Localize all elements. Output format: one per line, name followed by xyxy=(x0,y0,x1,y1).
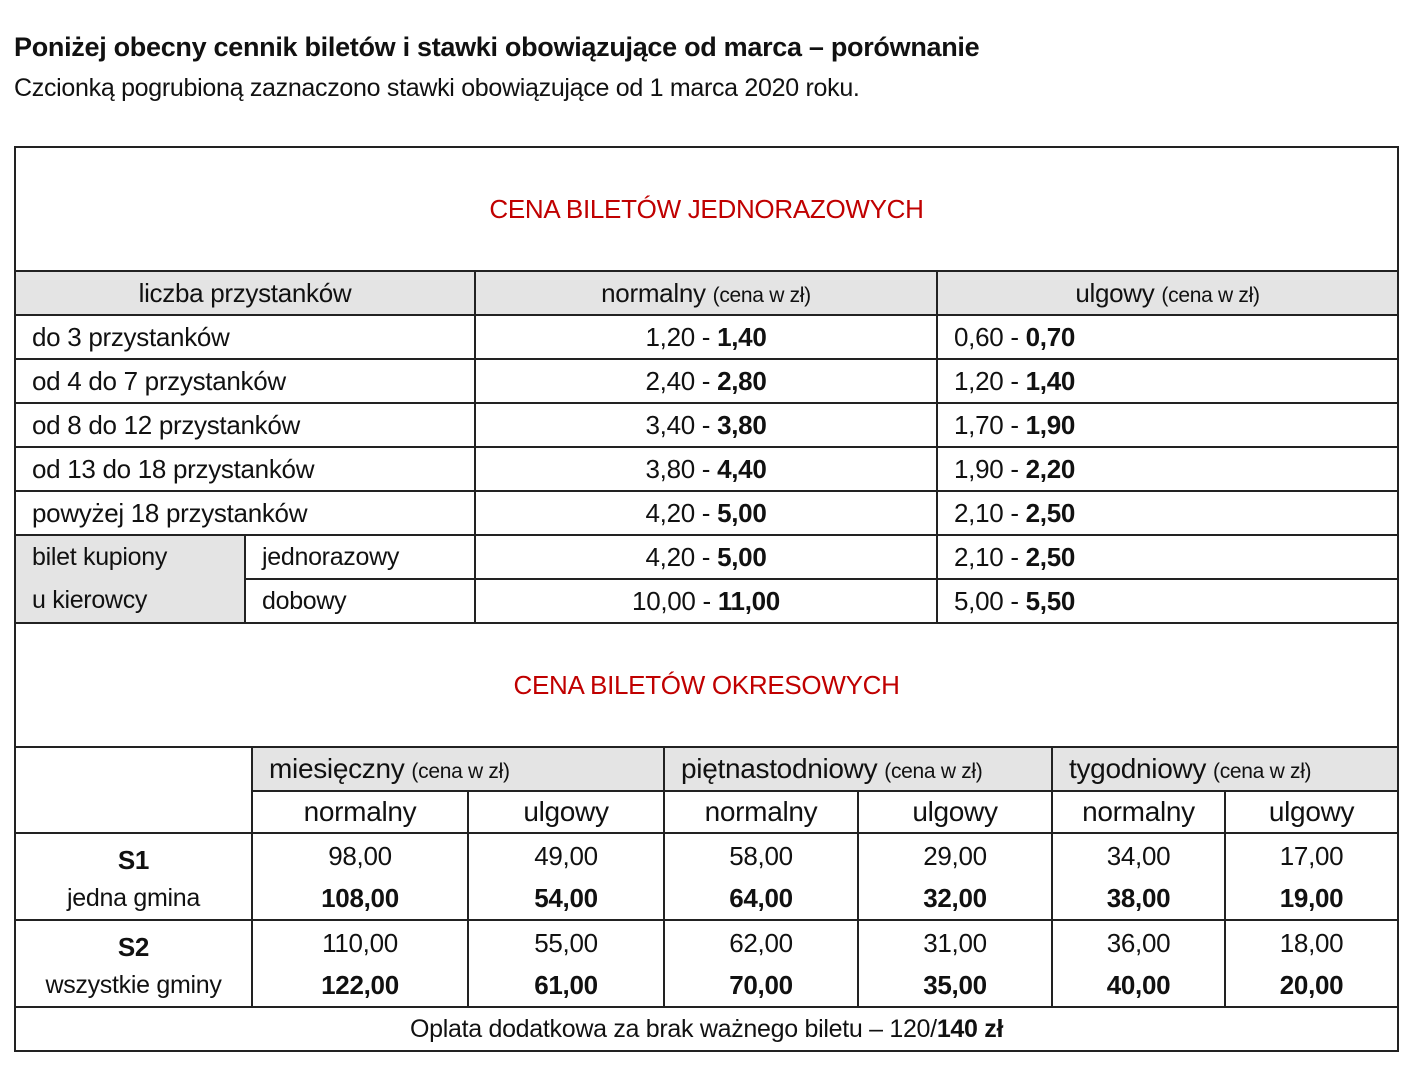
old-price: 62,00 xyxy=(729,927,793,958)
group-header-label: miesięczny xyxy=(269,753,405,784)
old-price: 55,00 xyxy=(534,927,598,958)
old-price: 98,00 xyxy=(328,840,392,871)
reduced-price xyxy=(937,491,1398,535)
driver-ticket-label-line1: bilet kupiony xyxy=(32,543,168,571)
normal-price xyxy=(475,535,937,579)
table-row xyxy=(15,920,1398,1007)
old-price: 18,00 xyxy=(1279,927,1344,958)
price-cell xyxy=(1225,833,1398,920)
new-price: 5,50 xyxy=(1025,585,1076,616)
old-price: 3,80 - xyxy=(645,453,718,484)
old-price: 2,40 - xyxy=(645,365,718,396)
new-price: 4,40 xyxy=(717,453,767,484)
zone-label xyxy=(15,833,252,920)
reduced-price xyxy=(937,447,1398,491)
new-price: 2,50 xyxy=(1025,497,1076,528)
page-subtitle: Czcionką pogrubioną zaznaczono stawki obowiązujące od 1 marca 2020 roku. xyxy=(14,74,860,102)
old-price: 3,40 - xyxy=(645,409,718,440)
old-price: 34,00 xyxy=(1106,840,1171,871)
price-cell xyxy=(858,833,1052,920)
stops-label: od 8 do 12 przystanków xyxy=(15,403,475,447)
price-cell xyxy=(664,920,858,1007)
old-price: 36,00 xyxy=(1106,927,1171,958)
zone-label xyxy=(15,920,252,1007)
old-price: 10,00 - xyxy=(632,585,718,616)
normal-price xyxy=(475,315,937,359)
group-header-unit: (cena w zł) xyxy=(884,760,983,783)
price-cell xyxy=(468,920,664,1007)
period-tickets-table xyxy=(14,622,1399,1052)
subheader-reduced: ulgowy xyxy=(468,791,664,833)
single-tickets-section-title: CENA BILETÓW JEDNORAZOWYCH xyxy=(15,147,1398,271)
old-price: 110,00 xyxy=(322,927,398,958)
normal-price xyxy=(475,447,937,491)
old-price: 4,20 - xyxy=(645,497,718,528)
surcharge-text: Oplata dodatkowa za brak ważnego biletu – 120/ xyxy=(409,1014,937,1043)
subheader-normal: normalny xyxy=(664,791,858,833)
new-price: 64,00 xyxy=(729,882,793,913)
driver-ticket-type: dobowy xyxy=(245,579,475,623)
reduced-price xyxy=(937,359,1398,403)
group-header-fifteen-day xyxy=(664,747,1052,791)
column-header-stops xyxy=(15,271,475,315)
group-header-label: piętnastodniowy xyxy=(681,753,878,784)
group-header-weekly xyxy=(1052,747,1398,791)
stops-label: do 3 przystanków xyxy=(15,315,475,359)
column-header-normal-label: normalny xyxy=(601,277,706,308)
subheader-normal: normalny xyxy=(252,791,468,833)
column-header-reduced xyxy=(937,271,1398,315)
table-row xyxy=(15,447,1398,491)
price-cell xyxy=(858,920,1052,1007)
surcharge-new-amount: 140 zł xyxy=(936,1014,1004,1043)
new-price: 108,00 xyxy=(321,882,399,913)
new-price: 70,00 xyxy=(729,969,793,1000)
zone-description: jedna gmina xyxy=(67,883,200,912)
zone-code: S1 xyxy=(117,844,150,875)
new-price: 2,20 xyxy=(1025,453,1076,484)
new-price: 1,40 xyxy=(1025,365,1076,396)
new-price: 1,90 xyxy=(1025,409,1076,440)
period-tickets-section-title: CENA BILETÓW OKRESOWYCH xyxy=(15,623,1398,747)
table-row xyxy=(15,403,1398,447)
group-header-unit: (cena w zł) xyxy=(1213,760,1312,783)
new-price: 38,00 xyxy=(1106,882,1171,913)
old-price: 1,70 - xyxy=(954,409,1026,440)
surcharge-note xyxy=(15,1007,1398,1051)
subheader-reduced: ulgowy xyxy=(1225,791,1398,833)
new-price: 122,00 xyxy=(321,969,399,1000)
price-cell xyxy=(252,833,468,920)
single-tickets-table xyxy=(14,146,1399,624)
old-price: 5,00 - xyxy=(954,585,1026,616)
price-cell xyxy=(468,833,664,920)
new-price: 0,70 xyxy=(1025,321,1076,352)
price-cell xyxy=(252,920,468,1007)
reduced-price xyxy=(937,535,1398,579)
price-cell xyxy=(1225,920,1398,1007)
old-price: 1,90 - xyxy=(954,453,1026,484)
table-row xyxy=(15,535,1398,579)
new-price: 3,80 xyxy=(717,409,767,440)
new-price: 5,00 xyxy=(717,541,767,572)
old-price: 29,00 xyxy=(923,840,987,871)
new-price: 35,00 xyxy=(923,969,987,1000)
column-header-normal-unit: (cena w zł) xyxy=(712,283,811,307)
old-price: 17,00 xyxy=(1279,840,1344,871)
old-price: 0,60 - xyxy=(954,321,1026,352)
driver-ticket-type: jednorazowy xyxy=(245,535,475,579)
new-price: 11,00 xyxy=(717,585,780,616)
old-price: 4,20 - xyxy=(645,541,718,572)
table-row xyxy=(15,833,1398,920)
column-header-normal xyxy=(475,271,937,315)
driver-ticket-label xyxy=(15,535,245,623)
new-price: 40,00 xyxy=(1106,969,1171,1000)
page-title: Poniżej obecny cennik biletów i stawki obowiązujące od marca – porównanie xyxy=(14,32,980,62)
old-price: 2,10 - xyxy=(954,541,1026,572)
subheader-normal: normalny xyxy=(1052,791,1225,833)
new-price: 54,00 xyxy=(534,882,598,913)
stops-label: od 4 do 7 przystanków xyxy=(15,359,475,403)
empty-corner-cell xyxy=(15,747,252,833)
period-group-header-row xyxy=(15,747,1398,791)
subheader-reduced: ulgowy xyxy=(858,791,1052,833)
table-row xyxy=(15,359,1398,403)
normal-price xyxy=(475,579,937,623)
driver-ticket-label-line2: u kierowcy xyxy=(32,586,148,614)
new-price: 19,00 xyxy=(1279,882,1344,913)
new-price: 2,80 xyxy=(717,365,767,396)
price-cell xyxy=(664,833,858,920)
table-row xyxy=(15,491,1398,535)
stops-label: powyżej 18 przystanków xyxy=(15,491,475,535)
normal-price xyxy=(475,403,937,447)
column-header-stops-label: liczba przystanków xyxy=(138,277,352,308)
single-tickets-header-row xyxy=(15,271,1398,315)
old-price: 49,00 xyxy=(534,840,598,871)
old-price: 31,00 xyxy=(923,927,987,958)
new-price: 2,50 xyxy=(1025,541,1076,572)
new-price: 32,00 xyxy=(923,882,987,913)
new-price: 1,40 xyxy=(717,321,767,352)
zone-description: wszystkie gminy xyxy=(45,970,222,999)
zone-code: S2 xyxy=(117,931,150,962)
price-cell xyxy=(1052,833,1225,920)
column-header-reduced-unit: (cena w zł) xyxy=(1161,283,1260,307)
normal-price xyxy=(475,359,937,403)
reduced-price xyxy=(937,315,1398,359)
footer-row xyxy=(15,1007,1398,1051)
old-price: 2,10 - xyxy=(954,497,1026,528)
old-price: 1,20 - xyxy=(645,321,718,352)
new-price: 5,00 xyxy=(717,497,767,528)
group-header-monthly xyxy=(252,747,664,791)
price-cell xyxy=(1052,920,1225,1007)
old-price: 1,20 - xyxy=(954,365,1026,396)
stops-label: od 13 do 18 przystanków xyxy=(15,447,475,491)
table-row xyxy=(15,315,1398,359)
reduced-price xyxy=(937,403,1398,447)
new-price: 20,00 xyxy=(1279,969,1344,1000)
group-header-label: tygodniowy xyxy=(1069,753,1207,784)
normal-price xyxy=(475,491,937,535)
old-price: 58,00 xyxy=(729,840,793,871)
column-header-reduced-label: ulgowy xyxy=(1075,277,1155,308)
group-header-unit: (cena w zł) xyxy=(411,760,510,783)
reduced-price xyxy=(937,579,1398,623)
new-price: 61,00 xyxy=(534,969,598,1000)
